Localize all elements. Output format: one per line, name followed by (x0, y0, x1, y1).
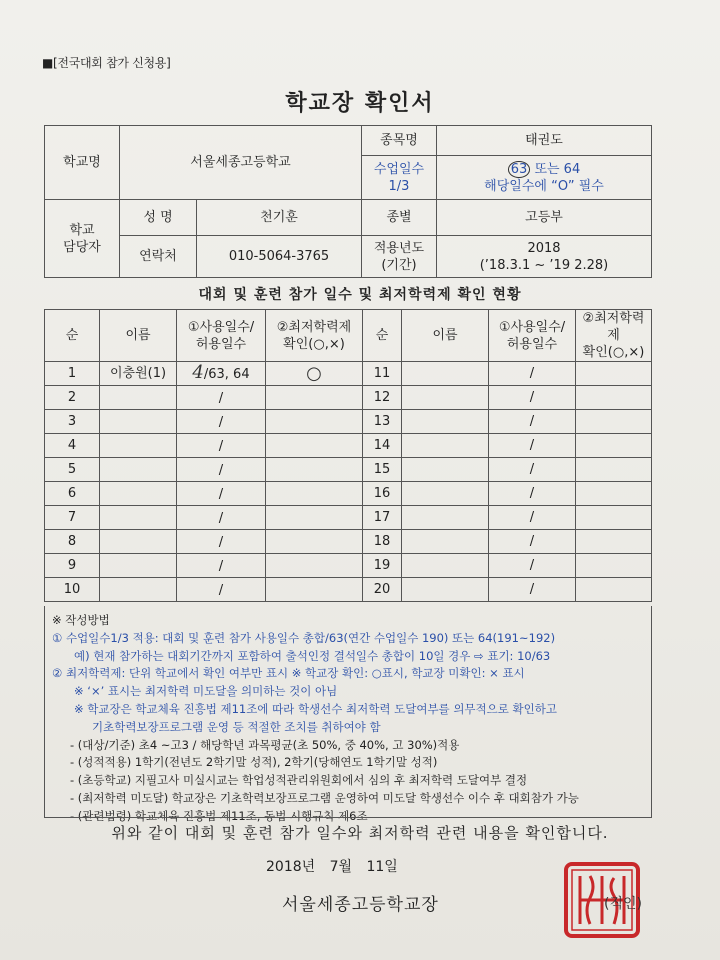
header-days-1: ①사용일수/ (187, 319, 255, 335)
days-circled-63: 63 (508, 161, 531, 178)
note-1a: ① 수업일수1/3 적용: 대회 및 훈련 참가 사용일수 총합/63(연간 수업일수 190) 또는 64(191~192) (52, 630, 556, 645)
row-order: 3 (45, 410, 100, 434)
row-name (402, 386, 489, 410)
table-row (45, 578, 652, 602)
year-value-period: (’18.3.1 ~ ’19 2.28) (479, 257, 609, 273)
issue-date: 2018년 7월 11일 (266, 859, 398, 875)
note-1b: 예) 현재 참가하는 대회기간까지 포함하여 출석인정 결석일수 총합이 10일 경우 ⇨ 표기: 10/63 (74, 648, 551, 663)
row-name (100, 434, 177, 458)
manager-label (45, 200, 120, 278)
row-check (266, 554, 363, 578)
days-value (437, 156, 652, 200)
row-days: / (489, 482, 576, 506)
row-order: 6 (45, 482, 100, 506)
row-name (402, 506, 489, 530)
row-days (177, 506, 266, 530)
row-days: / (489, 386, 576, 410)
row-days: / (489, 410, 576, 434)
notes-border (44, 606, 652, 818)
header-days-2b: 허용일수 (506, 336, 558, 352)
table-row (45, 386, 652, 410)
header-check-2col (576, 310, 652, 362)
header-name-2: 이름 (402, 310, 489, 362)
row-name (402, 434, 489, 458)
summary-title: 대회 및 훈련 참가 일수 및 최저학력제 확인 현황 (198, 287, 522, 303)
info-table (44, 125, 652, 278)
note-4b: 기초학력보장프로그램 운영 등 적절한 조치를 취하여야 함 (92, 719, 381, 734)
row-order: 13 (363, 410, 402, 434)
row-check (266, 506, 363, 530)
summary-body (45, 362, 652, 602)
row-name (402, 554, 489, 578)
row-name (402, 362, 489, 386)
year-value-year: 2018 (527, 240, 561, 256)
detail-3: - (초등학교) 지필고사 미실시교는 학업성적관리위원회에서 심의 후 최저학력 도달여부 결정 (70, 773, 528, 788)
row-order: 11 (363, 362, 402, 386)
table-row (45, 362, 652, 386)
row-order: 10 (45, 578, 100, 602)
row-order: 16 (363, 482, 402, 506)
row-check: ○ (266, 362, 363, 386)
header-order-2: 순 (363, 310, 402, 362)
row-check (266, 434, 363, 458)
manager-label-2: 담당자 (63, 239, 101, 255)
row-check (266, 530, 363, 554)
category-label: 종별 (362, 200, 437, 236)
row-order: 14 (363, 434, 402, 458)
seal-label: (직인) (604, 896, 642, 912)
contact-label: 연락처 (120, 236, 197, 278)
row-order: 7 (45, 506, 100, 530)
days-label (362, 156, 437, 200)
row-check (266, 482, 363, 506)
row-check (576, 554, 652, 578)
confirm-statement: 위와 같이 대회 및 훈련 참가 일수와 최저학력 관련 내용을 확인합니다. (111, 824, 609, 842)
row-days (177, 386, 266, 410)
days-handwritten: 4 (192, 362, 204, 383)
header-check-1b: ②최저학력제 (582, 311, 645, 343)
row-check (576, 578, 652, 602)
row-name: 이충원(1) (100, 362, 177, 386)
row-days (177, 410, 266, 434)
row-name (100, 530, 177, 554)
row-days (177, 434, 266, 458)
row-order: 12 (363, 386, 402, 410)
row-name (402, 458, 489, 482)
school-name: 서울세종고등학교 (120, 126, 362, 200)
header-days-1b: ①사용일수/ (498, 319, 566, 335)
event-label: 종목명 (362, 126, 437, 156)
row-days: / (489, 578, 576, 602)
row-check (576, 386, 652, 410)
name-label: 성 명 (120, 200, 197, 236)
row-days: / (489, 434, 576, 458)
row-name (100, 386, 177, 410)
row-days (177, 578, 266, 602)
header-days (177, 310, 266, 362)
signer-name: 서울세종고등학교장 (282, 895, 439, 915)
row-order: 20 (363, 578, 402, 602)
days-printed: / (218, 511, 224, 526)
days-printed: / (218, 463, 224, 478)
table-row (45, 434, 652, 458)
row-check (266, 410, 363, 434)
row-order: 4 (45, 434, 100, 458)
summary-table (44, 309, 652, 602)
note-2: ② 최저학력제: 단위 학교에서 확인 여부만 표시 ※ 학교장 확인: ○표시, 학교장 미확인: × 표시 (52, 666, 525, 681)
detail-2: - (성적적용) 1학기(전년도 2학기말 성적), 2학기(당해연도 1학기말 성적) (70, 755, 438, 770)
days-printed: / (218, 391, 224, 406)
year-label-2: (기간) (381, 257, 417, 273)
days-printed: / (218, 535, 224, 550)
row-days: / (489, 458, 576, 482)
row-name (100, 410, 177, 434)
year-label-1: 적용년도 (373, 240, 425, 256)
year-label (362, 236, 437, 278)
row-check (576, 458, 652, 482)
row-days: / (489, 362, 576, 386)
row-days (177, 362, 266, 386)
header-check-1: ②최저학력제 (276, 319, 352, 335)
row-order: 18 (363, 530, 402, 554)
row-order: 8 (45, 530, 100, 554)
days-printed: / (218, 415, 224, 430)
row-name (100, 578, 177, 602)
page-title: 학교장 확인서 (285, 91, 435, 116)
row-check (576, 362, 652, 386)
row-check (266, 578, 363, 602)
row-check (576, 434, 652, 458)
row-order: 15 (363, 458, 402, 482)
row-name (100, 506, 177, 530)
row-check (576, 530, 652, 554)
days-printed: / (218, 439, 224, 454)
row-check (576, 410, 652, 434)
name-value: 천기훈 (197, 200, 362, 236)
row-order: 2 (45, 386, 100, 410)
header-check-2b: 확인(○,×) (582, 345, 645, 360)
row-name (402, 482, 489, 506)
note-4a: ※ 학교장은 학교체육 진흥법 제11조에 따라 학생선수 최저학력 도달여부를 의무적으로 확인하고 (74, 701, 557, 716)
detail-1: - (대상/기준) 초4 ~고3 / 해당학년 과목평균(초 50%, 중 40%, 고 30%)적용 (70, 737, 460, 752)
school-label: 학교명 (45, 126, 120, 200)
table-row (45, 554, 652, 578)
category-value: 고등부 (437, 200, 652, 236)
table-row (45, 530, 652, 554)
header-days-2: 허용일수 (195, 336, 247, 352)
row-name (402, 578, 489, 602)
row-days (177, 554, 266, 578)
row-name (402, 410, 489, 434)
row-days (177, 458, 266, 482)
form-tag: ■[전국대회 참가 신청용] (42, 56, 171, 70)
detail-4: - (최저학력 미도달) 학교장은 기초학력보장프로그램 운영하여 미도달 학생선수 이수 후 대회참가 가능 (70, 790, 579, 805)
days-label-1: 수업일수 (373, 161, 425, 177)
header-check (266, 310, 363, 362)
table-row (45, 410, 652, 434)
days-value-rest: 또는 64 (534, 161, 581, 177)
table-row (45, 506, 652, 530)
row-days: / (489, 506, 576, 530)
header-days-2col (489, 310, 576, 362)
days-printed: / (218, 559, 224, 574)
row-days: / (489, 554, 576, 578)
days-label-2: 1/3 (388, 178, 410, 194)
table-row (45, 482, 652, 506)
row-order: 1 (45, 362, 100, 386)
days-note: 해당일수에 “O” 필수 (484, 178, 604, 194)
row-days (177, 482, 266, 506)
row-days (177, 530, 266, 554)
contact-value: 010-5064-3765 (197, 236, 362, 278)
table-row (45, 458, 652, 482)
year-value (437, 236, 652, 278)
days-printed: / (218, 487, 224, 502)
row-name (402, 530, 489, 554)
note-3: ※ ‘×’ 표시는 최저학력 미도달을 의미하는 것이 아님 (74, 684, 338, 699)
detail-5: - (관련법령) 학교체육 진흥법 제11조, 동법 시행규칙 제6조 (70, 808, 368, 823)
row-check (266, 458, 363, 482)
row-days: / (489, 530, 576, 554)
row-check (576, 506, 652, 530)
row-check (576, 482, 652, 506)
row-order: 19 (363, 554, 402, 578)
manager-label-1: 학교 (69, 222, 95, 238)
row-order: 17 (363, 506, 402, 530)
days-printed: /63, 64 (203, 367, 250, 382)
header-name: 이름 (100, 310, 177, 362)
days-printed: / (218, 583, 224, 598)
row-name (100, 458, 177, 482)
row-order: 9 (45, 554, 100, 578)
header-check-2: 확인(○,×) (283, 336, 345, 352)
row-check (266, 386, 363, 410)
row-name (100, 554, 177, 578)
row-name (100, 482, 177, 506)
row-order: 5 (45, 458, 100, 482)
event-value: 태권도 (437, 126, 652, 156)
notes-heading: ※ 작성방법 (52, 613, 110, 627)
header-order: 순 (45, 310, 100, 362)
